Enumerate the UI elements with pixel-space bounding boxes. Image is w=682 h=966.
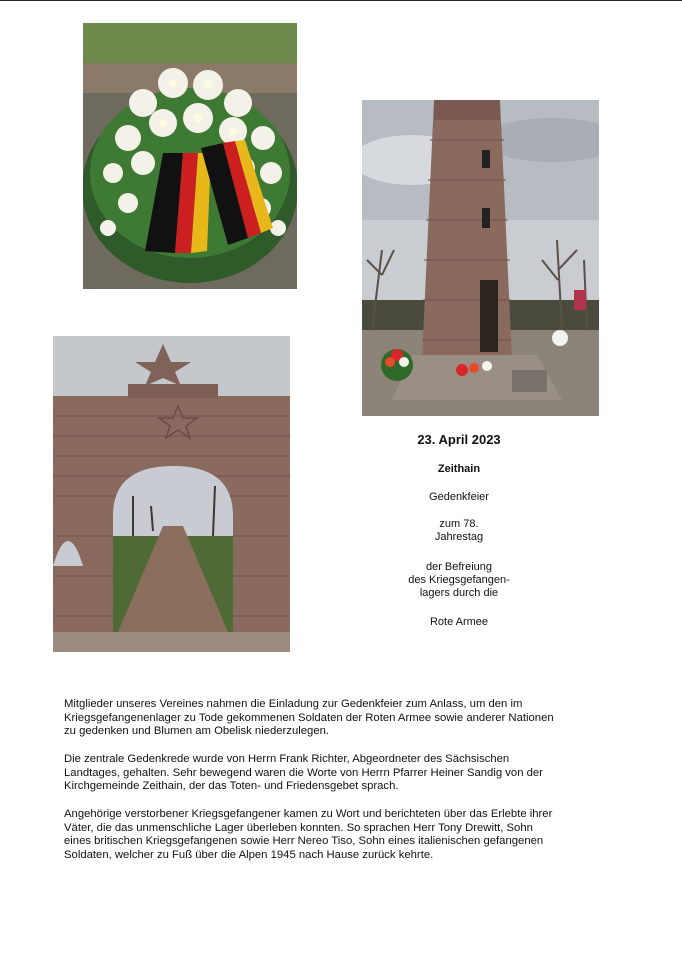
paragraph-line: Angehörige verstorbener Kriegsgefangener kamen zu Wort und berichteten über das Erlebte ihrer — [64, 808, 553, 820]
body-paragraph-3 — [64, 808, 624, 862]
paragraph-line: Soldaten, welcher zu Fuß über die Alpen 1945 nach Hause zurück kehrte. — [64, 848, 434, 861]
event-anniversary — [362, 518, 556, 544]
caption-line: des Kriegsgefangen- — [408, 574, 510, 586]
paragraph-line: Kriegsgefangenenlager zu Tode gekommenen Soldaten der Roten Armee sowie anderer Nationen — [64, 711, 554, 724]
paragraph-line: Kirchgemeinde Zeithain, der das Toten- und Friedensgebet sprach. — [64, 780, 399, 792]
event-date: 23. April 2023 — [417, 432, 501, 447]
obelisk-photo — [362, 100, 599, 416]
body-paragraph-1 — [64, 698, 624, 739]
wreath-photo — [83, 23, 297, 289]
caption-line: lagers durch die — [419, 587, 499, 599]
top-rule — [0, 0, 682, 1]
event-liberation — [362, 561, 556, 600]
paragraph-line: eines britischen Kriegsgefangenen sowie Herr Nereo Tiso, Sohn eines italienischen gefangenen — [64, 835, 544, 847]
caption-line: Jahrestag — [434, 531, 484, 543]
event-place: Zeithain — [437, 463, 481, 475]
archway-photo — [53, 336, 290, 652]
paragraph-line: Mitglieder unseres Vereines nahmen die Einladung zur Gedenkfeier zum Anlass, um den im — [64, 698, 523, 710]
event-army: Rote Armee — [429, 616, 489, 628]
caption-line: der Befreiung — [425, 561, 493, 573]
paragraph-line: Landtages, gehalten. Sehr bewegend waren die Worte von Herrn Pfarrer Heiner Sandig von der — [64, 766, 543, 779]
paragraph-line: Väter, die das unmenschliche Lager überleben konnten. So sprachen Herr Tony Drewitt, Sohn — [64, 821, 533, 834]
paragraph-line: Die zentrale Gedenkrede wurde von Herrn Frank Richter, Abgeordneter des Sächsischen — [64, 753, 510, 765]
paragraph-line: zu gedenken und Blumen am Obelisk niederzulegen. — [64, 725, 330, 737]
caption-line: zum 78. — [439, 518, 479, 530]
event-title: Gedenkfeier — [429, 491, 489, 503]
body-paragraph-2 — [64, 753, 624, 794]
